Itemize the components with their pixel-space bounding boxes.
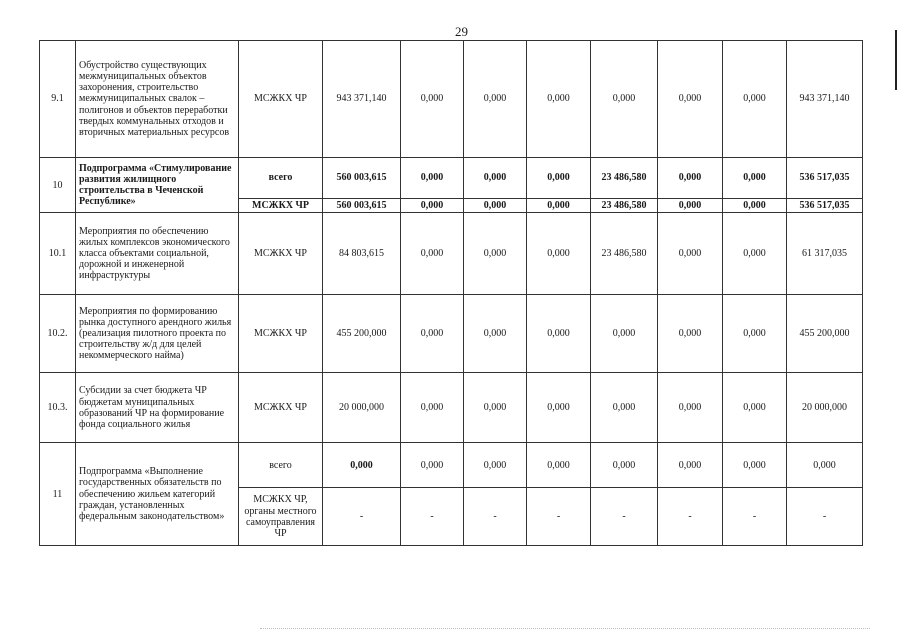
row-number: 10.1 xyxy=(40,213,76,295)
value-cell: 0,000 xyxy=(591,41,658,158)
value-cell: 0,000 xyxy=(723,295,787,373)
value-cell: 455 200,000 xyxy=(323,295,401,373)
table-row xyxy=(40,295,863,373)
value-cell: 0,000 xyxy=(658,41,723,158)
value-cell: 0,000 xyxy=(464,295,527,373)
row-number: 10 xyxy=(40,158,76,213)
value-cell: 560 003,615 xyxy=(323,199,401,213)
measure-name: Мероприятия по обеспечению жилых комплексов экономического класса объектами социальной, дорожной и инженерной инфраструктуры xyxy=(76,213,239,295)
executor-cell: МСЖКХ ЧР xyxy=(239,213,323,295)
table-body xyxy=(40,41,863,546)
value-cell: - xyxy=(527,488,591,546)
value-cell: 0,000 xyxy=(527,295,591,373)
table-row xyxy=(40,41,863,158)
value-cell: 0,000 xyxy=(527,199,591,213)
value-cell: 0,000 xyxy=(723,158,787,199)
value-cell: 23 486,580 xyxy=(591,158,658,199)
budget-table xyxy=(39,40,863,546)
value-cell: 0,000 xyxy=(787,443,863,488)
executor-cell: всего xyxy=(239,158,323,199)
value-cell: 0,000 xyxy=(464,213,527,295)
value-cell: 0,000 xyxy=(527,443,591,488)
value-cell: 20 000,000 xyxy=(787,373,863,443)
value-cell: 0,000 xyxy=(401,213,464,295)
value-cell: 0,000 xyxy=(401,41,464,158)
value-cell: - xyxy=(591,488,658,546)
value-cell: 0,000 xyxy=(658,213,723,295)
row-number: 10.3. xyxy=(40,373,76,443)
table-row xyxy=(40,158,863,199)
executor-cell: МСЖКХ ЧР xyxy=(239,199,323,213)
value-cell: 0,000 xyxy=(464,158,527,199)
value-cell: 0,000 xyxy=(591,443,658,488)
executor-cell: всего xyxy=(239,443,323,488)
value-cell: 20 000,000 xyxy=(323,373,401,443)
value-cell: 455 200,000 xyxy=(787,295,863,373)
table-row xyxy=(40,373,863,443)
value-cell: 84 803,615 xyxy=(323,213,401,295)
value-cell: 0,000 xyxy=(464,443,527,488)
value-cell: - xyxy=(723,488,787,546)
value-cell: 0,000 xyxy=(464,373,527,443)
value-cell: - xyxy=(401,488,464,546)
value-cell: 0,000 xyxy=(401,295,464,373)
measure-name: Обустройство существующих межмуниципальных объектов захоронения, строительство межмуниципальных свалок – полигонов и объектов переработки твердых коммунальных отходов и вторичных материальных ресурсов xyxy=(76,41,239,158)
value-cell: 0,000 xyxy=(723,443,787,488)
measure-name: Субсидии за счет бюджета ЧР бюджетам муниципальных образований ЧР на формирование фонда социального жилья xyxy=(76,373,239,443)
row-number: 9.1 xyxy=(40,41,76,158)
margin-rule xyxy=(895,30,897,90)
value-cell: 0,000 xyxy=(401,443,464,488)
value-cell: 0,000 xyxy=(658,373,723,443)
value-cell: 943 371,140 xyxy=(787,41,863,158)
value-cell: 23 486,580 xyxy=(591,199,658,213)
value-cell: 0,000 xyxy=(401,158,464,199)
measure-name: Мероприятия по формированию рынка доступного арендного жилья (реализация пилотного проекта по строительству ж/д для целей некоммерческого найма) xyxy=(76,295,239,373)
value-cell: - xyxy=(323,488,401,546)
value-cell: 943 371,140 xyxy=(323,41,401,158)
value-cell: 0,000 xyxy=(401,199,464,213)
value-cell: 0,000 xyxy=(527,158,591,199)
value-cell: 61 317,035 xyxy=(787,213,863,295)
executor-cell: МСЖКХ ЧР xyxy=(239,41,323,158)
value-cell: 23 486,580 xyxy=(591,213,658,295)
value-cell: 0,000 xyxy=(401,373,464,443)
value-cell: 560 003,615 xyxy=(323,158,401,199)
value-cell: 536 517,035 xyxy=(787,199,863,213)
row-number: 11 xyxy=(40,443,76,546)
executor-cell: МСЖКХ ЧР xyxy=(239,373,323,443)
value-cell: 0,000 xyxy=(658,158,723,199)
subprogram-name: Подпрограмма «Выполнение государственных обязательств по обеспечению жильем категорий граждан, установленных федеральным законодательством» xyxy=(76,443,239,546)
value-cell: 0,000 xyxy=(723,373,787,443)
value-cell: 0,000 xyxy=(658,443,723,488)
table-row xyxy=(40,443,863,488)
value-cell: 536 517,035 xyxy=(787,158,863,199)
value-cell: 0,000 xyxy=(723,199,787,213)
scan-artifact xyxy=(260,628,870,633)
row-number: 10.2. xyxy=(40,295,76,373)
value-cell: - xyxy=(464,488,527,546)
page-number: 29 xyxy=(455,24,468,39)
executor-cell: МСЖКХ ЧР xyxy=(239,295,323,373)
table-row xyxy=(40,213,863,295)
value-cell: - xyxy=(787,488,863,546)
subprogram-name: Подпрограмма «Стимулирование развития жилищного строительства в Чеченской Республике» xyxy=(76,158,239,213)
value-cell: 0,000 xyxy=(464,199,527,213)
value-cell: 0,000 xyxy=(527,213,591,295)
value-cell: 0,000 xyxy=(658,295,723,373)
value-cell: - xyxy=(658,488,723,546)
value-cell: 0,000 xyxy=(723,213,787,295)
value-cell: 0,000 xyxy=(591,373,658,443)
value-cell: 0,000 xyxy=(464,41,527,158)
value-cell: 0,000 xyxy=(658,199,723,213)
value-cell: 0,000 xyxy=(323,443,401,488)
value-cell: 0,000 xyxy=(527,41,591,158)
value-cell: 0,000 xyxy=(723,41,787,158)
executor-cell: МСЖКХ ЧР, органы местного самоуправления ЧР xyxy=(239,488,323,546)
value-cell: 0,000 xyxy=(591,295,658,373)
value-cell: 0,000 xyxy=(527,373,591,443)
